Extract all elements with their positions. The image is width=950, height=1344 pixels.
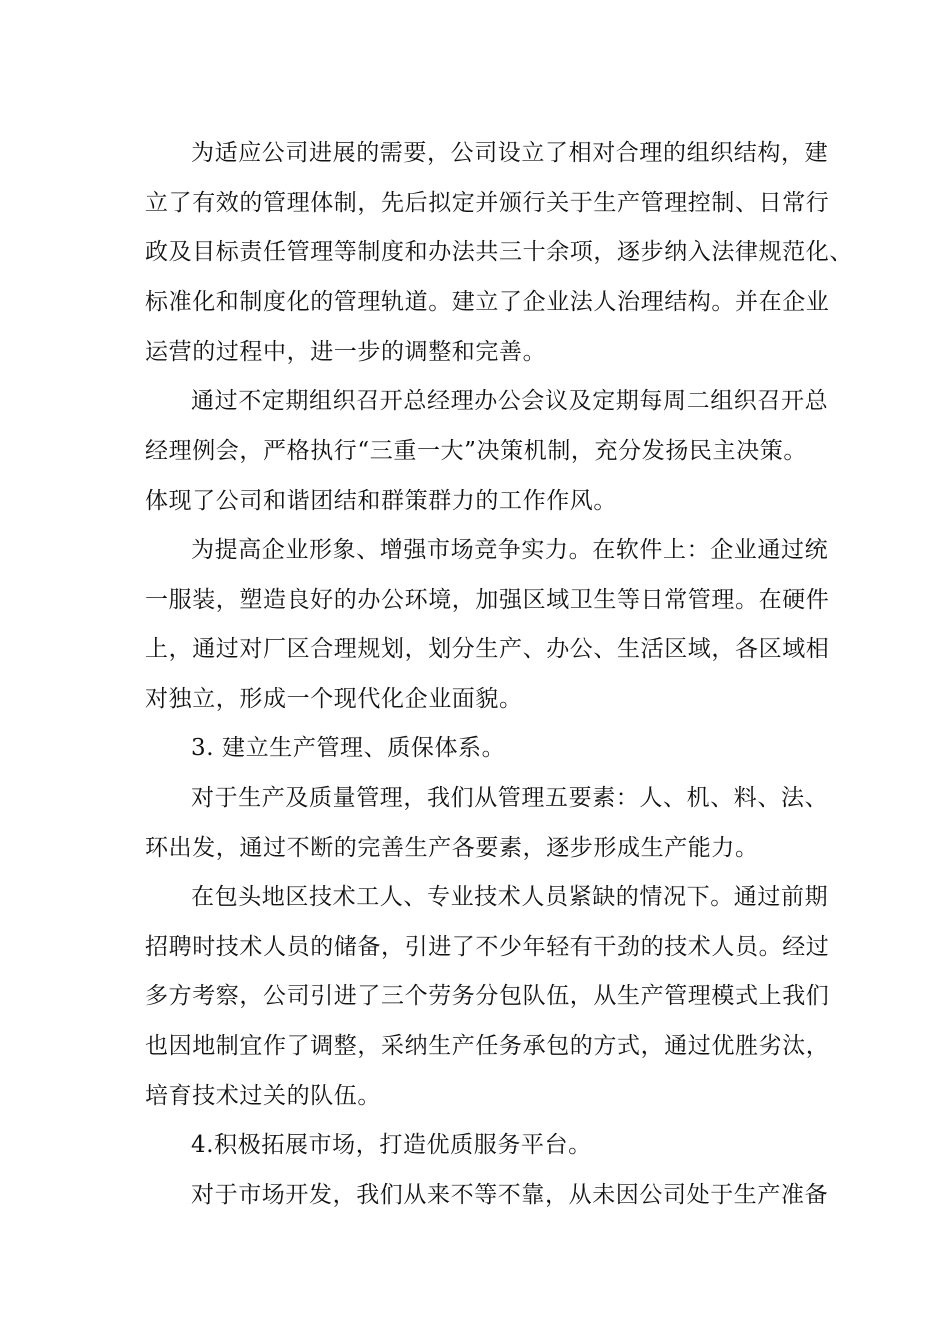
paragraph-2-line-3: 体现了公司和谐团结和群策群力的工作作风。	[145, 488, 617, 514]
paragraph-3-line-4: 对独立，形成一个现代化企业面貌。	[145, 686, 523, 712]
paragraph-2-line-2: 经理例会，严格执行“三重一大”决策机制，充分发扬民主决策。	[145, 438, 807, 464]
paragraph-1-line-5: 运营的过程中，进一步的调整和完善。	[145, 339, 547, 365]
paragraph-3-line-3: 上，通过对厂区合理规划，划分生产、办公、生活区域，各区域相	[145, 636, 830, 662]
paragraph-6-line-1: 对于市场开发，我们从来不等不靠，从未因公司处于生产准备	[191, 1182, 829, 1208]
paragraph-5-line-3: 多方考察，公司引进了三个劳务分包队伍，从生产管理模式上我们	[145, 983, 830, 1009]
paragraph-1-line-4: 标准化和制度化的管理轨道。建立了企业法人治理结构。并在企业	[145, 289, 830, 315]
paragraph-5-line-5: 培育技术过关的队伍。	[145, 1083, 381, 1109]
section-heading-4: 4.积极拓展市场，打造优质服务平台。	[191, 1132, 592, 1158]
paragraph-4-line-2: 环出发，通过不断的完善生产各要素，逐步形成生产能力。	[145, 835, 759, 861]
paragraph-4-line-1: 对于生产及质量管理，我们从管理五要素：人、机、料、法、	[191, 785, 829, 811]
section-heading-3: 3. 建立生产管理、质保体系。	[191, 735, 506, 761]
paragraph-5-line-2: 招聘时技术人员的储备，引进了不少年轻有干劲的技术人员。经过	[145, 934, 830, 960]
paragraph-1-line-1: 为适应公司进展的需要，公司设立了相对合理的组织结构，建	[191, 140, 829, 166]
paragraph-5-line-4: 也因地制宜作了调整，采纳生产任务承包的方式，通过优胜劣汰，	[145, 1033, 830, 1059]
paragraph-1-line-2: 立了有效的管理体制，先后拟定并颁行关于生产管理控制、日常行	[145, 190, 830, 216]
paragraph-5-line-1: 在包头地区技术工人、专业技术人员紧缺的情况下。通过前期	[191, 884, 829, 910]
paragraph-1-line-3: 政及目标责任管理等制度和办法共三十余项，逐步纳入法律规范化、	[145, 239, 853, 265]
paragraph-3-line-2: 一服装，塑造良好的办公环境，加强区域卫生等日常管理。在硬件	[145, 587, 830, 613]
paragraph-3-line-1: 为提高企业形象、增强市场竞争实力。在软件上：企业通过统	[191, 537, 829, 563]
paragraph-2-line-1: 通过不定期组织召开总经理办公会议及定期每周二组织召开总	[191, 388, 829, 414]
